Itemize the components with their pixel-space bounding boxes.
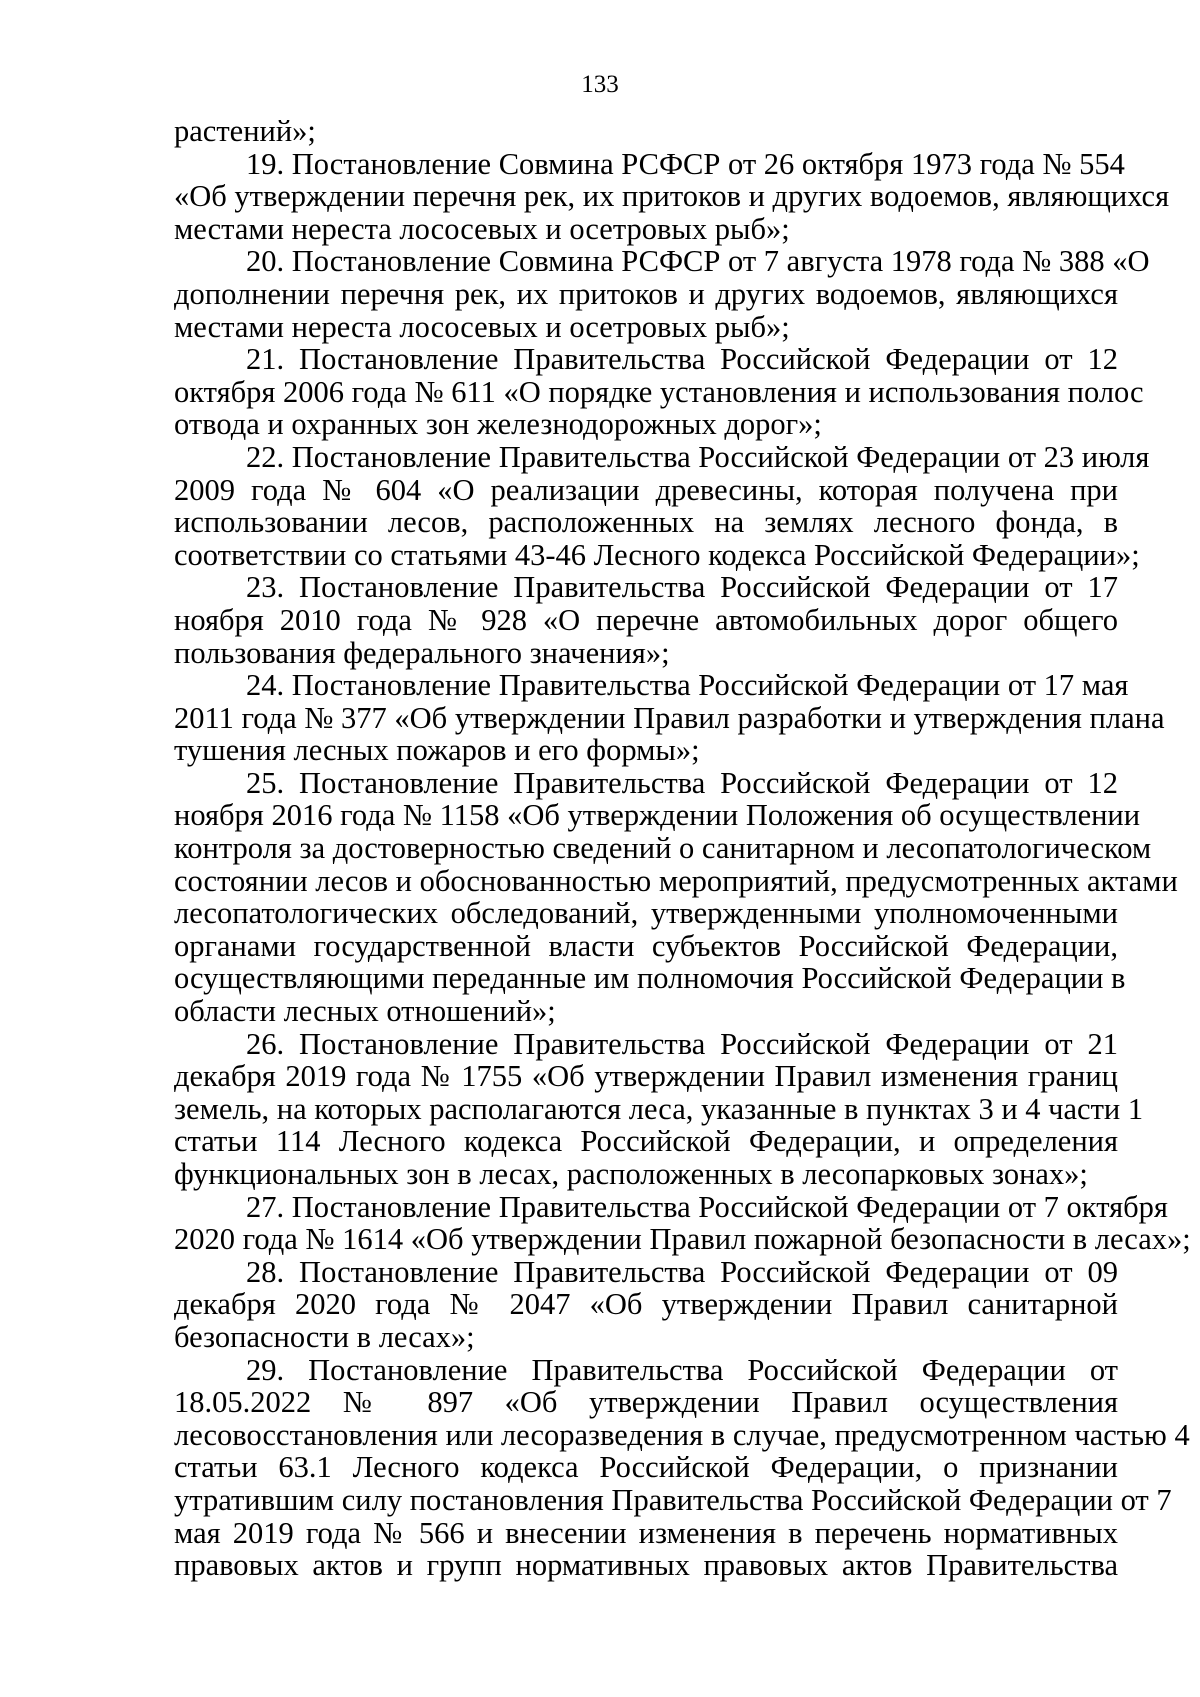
text-line: 23. Постановление Правительства Российской Федерации от 17 — [246, 570, 1118, 605]
text-line: ноября 2016 года № 1158 «Об утверждении Положения об осуществлении — [174, 798, 1141, 833]
text-line: соответствии со статьями 43-46 Лесного кодекса Российской Федерации»; — [174, 537, 1140, 572]
text-line: мая 2019 года № 566 и внесении изменения в перечень нормативных — [174, 1515, 1118, 1550]
page-number: 133 — [581, 71, 619, 98]
text-line: 2011 года № 377 «Об утверждении Правил разработки и утверждения плана — [174, 700, 1165, 735]
text-line: декабря 2020 года № 2047 «Об утверждении Правил санитарной — [174, 1287, 1118, 1322]
text-line: местами нереста лососевых и осетровых рыб»; — [174, 211, 790, 246]
text-line: использовании лесов, расположенных на землях лесного фонда, в — [174, 505, 1118, 540]
text-line: 19. Постановление Совмина РСФСР от 26 октября 1973 года № 554 — [246, 146, 1125, 181]
text-line: 27. Постановление Правительства Российской Федерации от 7 октября — [246, 1189, 1168, 1224]
text-line: лесовосстановления или лесоразведения в случае, предусмотренном частью 4 — [174, 1417, 1190, 1452]
document-body — [174, 114, 1191, 1583]
text-line: 2020 года № 1614 «Об утверждении Правил пожарной безопасности в лесах»; — [174, 1222, 1191, 1257]
text-line: 21. Постановление Правительства Российской Федерации от 12 — [246, 342, 1118, 377]
text-line: «Об утверждении перечня рек, их притоков и других водоемов, являющихся — [174, 179, 1170, 214]
text-line: 2009 года № 604 «О реализации древесины, которая получена при — [174, 472, 1118, 507]
text-line: безопасности в лесах»; — [174, 1319, 475, 1354]
text-line: правовых актов и групп нормативных правовых актов Правительства — [174, 1548, 1118, 1583]
text-line: 18.05.2022 № 897 «Об утверждении Правил осуществления — [174, 1385, 1118, 1420]
text-line: земель, на которых располагаются леса, указанные в пунктах 3 и 4 части 1 — [174, 1091, 1144, 1126]
text-line: дополнении перечня рек, их притоков и других водоемов, являющихся — [174, 276, 1118, 311]
text-line: контроля за достоверностью сведений о санитарном и лесопатологическом — [174, 831, 1152, 866]
text-line: осуществляющими переданные им полномочия Российской Федерации в — [174, 961, 1126, 996]
text-line: 25. Постановление Правительства Российской Федерации от 12 — [246, 765, 1118, 800]
text-line: тушения лесных пожаров и его формы»; — [174, 733, 700, 768]
text-line: отвода и охранных зон железнодорожных дорог»; — [174, 407, 822, 442]
text-line: ноября 2010 года № 928 «О перечне автомобильных дорог общего — [174, 602, 1118, 637]
text-line: пользования федерального значения»; — [174, 635, 670, 670]
text-line: местами нереста лососевых и осетровых рыб»; — [174, 309, 790, 344]
text-line: функциональных зон в лесах, расположенных в лесопарковых зонах»; — [174, 1157, 1088, 1191]
text-line: утратившим силу постановления Правительства Российской Федерации от 7 — [174, 1482, 1172, 1517]
text-line: органами государственной власти субъектов Российской Федерации, — [174, 928, 1118, 963]
text-line: 24. Постановление Правительства Российской Федерации от 17 мая — [246, 668, 1129, 703]
text-line: статьи 114 Лесного кодекса Российской Федерации, и определения — [174, 1124, 1118, 1159]
text-line: октября 2006 года № 611 «О порядке установления и использования полос — [174, 374, 1144, 409]
text-line: лесопатологических обследований, утвержденными уполномоченными — [174, 896, 1118, 931]
text-line: растений»; — [174, 114, 316, 148]
text-line: статьи 63.1 Лесного кодекса Российской Федерации, о признании — [174, 1450, 1118, 1485]
text-line: декабря 2019 года № 1755 «Об утверждении Правил изменения границ — [174, 1059, 1118, 1094]
text-line: 20. Постановление Совмина РСФСР от 7 августа 1978 года № 388 «О — [246, 244, 1150, 279]
text-line: 28. Постановление Правительства Российской Федерации от 09 — [246, 1254, 1118, 1289]
text-line: 22. Постановление Правительства Российской Федерации от 23 июля — [246, 439, 1150, 474]
text-line: 26. Постановление Правительства Российской Федерации от 21 — [246, 1026, 1118, 1061]
text-line: 29. Постановление Правительства Российской Федерации от — [246, 1352, 1118, 1387]
text-line: области лесных отношений»; — [174, 994, 556, 1029]
text-line: состоянии лесов и обоснованностью мероприятий, предусмотренных актами — [174, 863, 1178, 898]
